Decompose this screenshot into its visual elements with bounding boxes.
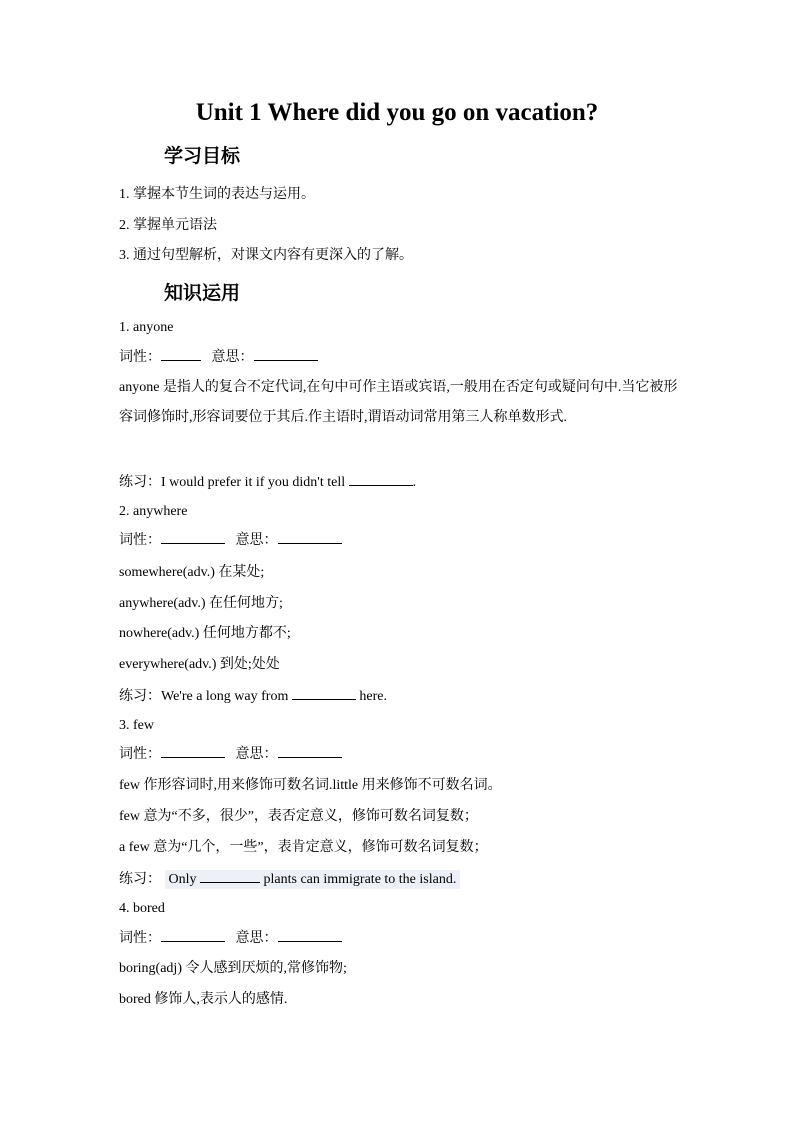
practice-shaded-sentence [165, 870, 461, 889]
meaning-blank [278, 927, 342, 942]
meaning-blank [278, 529, 342, 544]
knowledge-heading: 知识运用 [164, 282, 241, 304]
word-2-practice [119, 685, 387, 708]
pos-blank [161, 346, 201, 361]
meaning-label: 意思： [235, 931, 278, 946]
word-4-note-1: boring(adj) 令人感到厌烦的,常修饰物; [119, 961, 347, 976]
word-2-pos-meaning [119, 529, 342, 552]
meaning-label: 意思： [235, 747, 278, 762]
word-1-title: 1. anyone [119, 320, 174, 335]
pos-label: 词性： [119, 533, 161, 548]
word-2-note-1: somewhere(adv.) 在某处; [119, 565, 265, 580]
meaning-blank [254, 346, 318, 361]
word-2-note-3: nowhere(adv.) 任何地方都不; [119, 626, 291, 641]
word-3-pos-meaning [119, 743, 342, 766]
practice-text-before: I would prefer it if you didn't tell [161, 475, 349, 490]
pos-label: 词性： [119, 931, 161, 946]
goal-item-3: 3. 通过句型解析，对课文内容有更深入的了解。 [119, 248, 413, 263]
pos-label: 词性： [119, 350, 161, 365]
word-4-pos-meaning [119, 927, 342, 950]
goals-heading: 学习目标 [164, 145, 241, 167]
pos-blank [161, 529, 225, 544]
meaning-blank [278, 743, 342, 758]
practice-text-after: plants can immigrate to the island. [260, 872, 457, 887]
practice-label: 练习： [119, 689, 161, 704]
pos-label: 词性： [119, 747, 161, 762]
page-title: Unit 1 Where did you go on vacation? [195, 99, 599, 126]
word-2-note-2: anywhere(adv.) 在任何地方; [119, 596, 283, 611]
word-3-practice [119, 868, 460, 891]
practice-label: 练习： [119, 872, 161, 887]
practice-blank [349, 471, 413, 486]
practice-text-before: We're a long way from [161, 689, 292, 704]
word-2-note-4: everywhere(adv.) 到处;处处 [119, 657, 280, 672]
practice-label: 练习： [119, 475, 161, 490]
pos-blank [161, 927, 225, 942]
word-3-note-3: a few 意为“几个，一些”，表肯定意义，修饰可数名词复数； [119, 840, 488, 855]
word-2-title: 2. anywhere [119, 504, 188, 519]
word-1-pos-meaning [119, 346, 318, 369]
word-3-note-2: few 意为“不多，很少”，表否定意义，修饰可数名词复数； [119, 809, 478, 824]
word-1-explanation: anyone 是指人的复合不定代词,在句中可作主语或宾语,一般用在否定句或疑问句中.当它被形容词修饰时,形容词要位于其后.作主语时,谓语动词常用第三人称单数形式. [119, 380, 678, 425]
word-3-note-1: few 作形容词时,用来修饰可数名词.little 用来修饰不可数名词。 [119, 778, 502, 793]
practice-text-after: here. [355, 689, 387, 704]
practice-blank [200, 868, 260, 883]
meaning-label: 意思： [235, 533, 278, 548]
word-4-note-2: bored 修饰人,表示人的感情. [119, 992, 288, 1007]
goal-item-2: 2. 掌握单元语法 [119, 218, 217, 233]
word-1-practice [119, 471, 416, 494]
goal-item-1: 1. 掌握本节生词的表达与运用。 [119, 187, 315, 202]
practice-text-after: . [412, 475, 417, 490]
meaning-label: 意思： [211, 350, 254, 365]
practice-text-before: Only [168, 872, 200, 887]
word-4-title: 4. bored [119, 901, 165, 916]
pos-blank [161, 743, 225, 758]
practice-blank [292, 685, 356, 700]
word-3-title: 3. few [119, 718, 154, 733]
